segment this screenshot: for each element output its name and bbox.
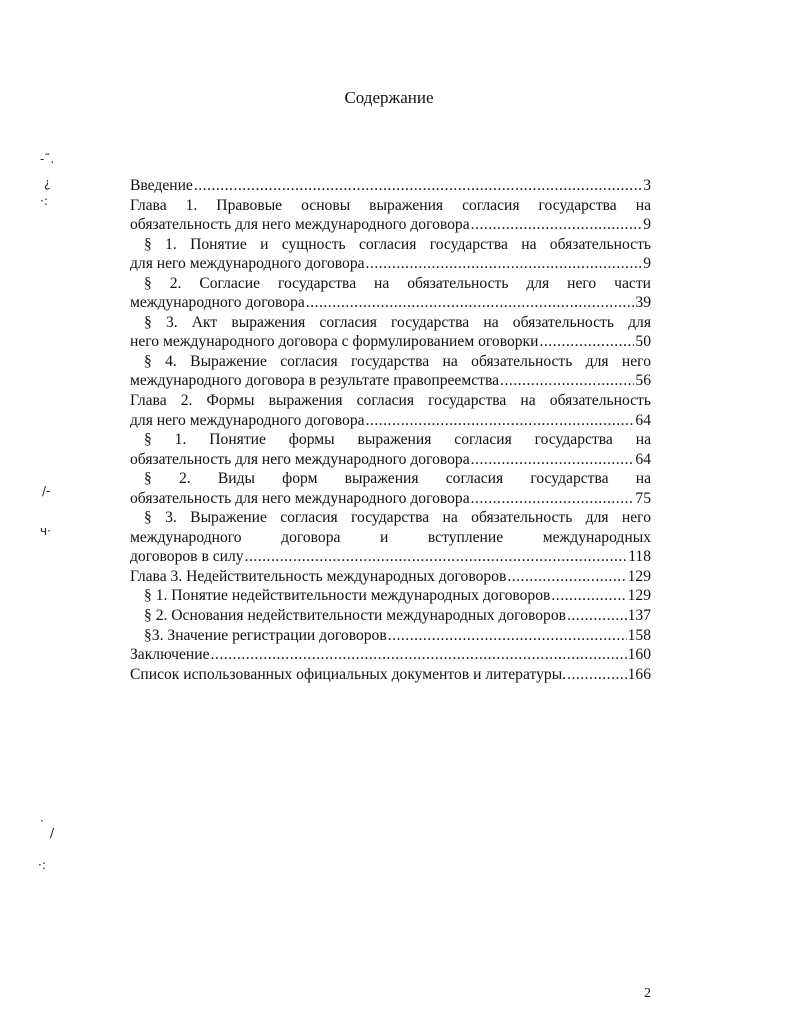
toc-entry-text: обязательность для него международного договора bbox=[130, 489, 470, 507]
page-title: Содержание bbox=[344, 88, 434, 107]
scan-speck: ч· bbox=[40, 524, 51, 538]
toc-entry-line bbox=[130, 430, 651, 450]
toc-entry-line bbox=[130, 508, 651, 528]
scan-speck: / bbox=[50, 826, 55, 840]
scan-speck: · bbox=[40, 814, 44, 828]
toc-page-number: 137 bbox=[627, 607, 651, 625]
toc-dot-leader bbox=[551, 586, 626, 606]
toc-entry bbox=[130, 411, 651, 431]
toc-entry-text: международного договора bbox=[130, 294, 305, 312]
toc-dot-leader bbox=[366, 411, 635, 431]
toc-page-number: 3 bbox=[643, 177, 651, 194]
toc-entry bbox=[130, 567, 651, 587]
toc-entry-line bbox=[130, 391, 651, 411]
toc-page-number: 64 bbox=[635, 411, 651, 429]
toc-dot-leader bbox=[194, 176, 642, 196]
toc-entry bbox=[130, 332, 651, 352]
toc-entry-text: § 3. Акт выражения согласия государства на обязательность для bbox=[144, 313, 651, 331]
toc-entry-text: для него международного договора bbox=[130, 411, 365, 429]
toc-entry bbox=[130, 626, 651, 646]
toc-page-number: 39 bbox=[635, 294, 651, 312]
toc-dot-leader bbox=[471, 450, 635, 470]
toc-dot-leader bbox=[245, 547, 628, 567]
toc-entry-text: Глава 2. Формы выражения согласия государства на обязательность bbox=[130, 392, 651, 410]
toc-entry bbox=[130, 215, 651, 235]
toc-page-number: 166 bbox=[627, 665, 651, 683]
table-of-contents bbox=[130, 176, 651, 684]
toc-entry-text: обязательность для него международного договора bbox=[130, 216, 470, 234]
toc-entry-text: международного договора и вступление международных bbox=[130, 528, 651, 546]
toc-entry-text: § 1. Понятие и сущность согласия государства на обязательность bbox=[144, 235, 651, 253]
toc-entry bbox=[130, 606, 651, 626]
toc-dot-leader bbox=[567, 606, 627, 626]
toc-entry-text: Глава 1. Правовые основы выражения согласия государства на bbox=[130, 196, 651, 214]
toc-dot-leader bbox=[471, 215, 643, 235]
toc-dot-leader bbox=[507, 567, 626, 587]
toc-entry-line bbox=[130, 196, 651, 216]
toc-page-number: 118 bbox=[628, 548, 651, 566]
toc-dot-leader bbox=[471, 489, 635, 509]
toc-page-number: 9 bbox=[643, 216, 651, 234]
toc-entry-text: § 2. Согласие государства на обязательность для него части bbox=[144, 274, 651, 292]
toc-entry bbox=[130, 645, 651, 665]
scan-speck: ·: bbox=[38, 858, 46, 872]
toc-entry-text: § 4. Выражение согласия государства на обязательность для него bbox=[144, 352, 651, 370]
scan-speck: -˜. bbox=[40, 152, 55, 166]
toc-entry bbox=[130, 371, 651, 391]
toc-page-number: 129 bbox=[627, 587, 651, 605]
toc-entry-text: § 2. Основания недействительности международных договоров bbox=[144, 607, 566, 625]
toc-entry-text: Список использованных официальных документов и литературы. bbox=[130, 665, 567, 683]
toc-entry-text: § 1. Понятие недействительности международных договоров bbox=[144, 587, 551, 605]
toc-page-number: 75 bbox=[635, 489, 651, 507]
toc-dot-leader bbox=[500, 371, 634, 391]
toc-entry bbox=[130, 254, 651, 274]
toc-entry bbox=[130, 547, 651, 567]
toc-page-number: 158 bbox=[627, 626, 651, 644]
toc-entry-text: § 3. Выражение согласия государства на обязательность для него bbox=[144, 509, 651, 527]
toc-entry-text: него международного договора с формулированием оговорки bbox=[130, 333, 539, 351]
toc-entry-text: международного договора в результате правопреемства bbox=[130, 372, 500, 390]
toc-page-number: 64 bbox=[635, 450, 651, 468]
scan-speck: ·: bbox=[40, 194, 48, 208]
toc-page-number: 160 bbox=[627, 646, 651, 664]
toc-entry-text: Глава 3. Недействительность международных договоров bbox=[130, 567, 507, 585]
toc-entry-text: договоров в силу bbox=[130, 548, 244, 566]
page-number: 2 bbox=[644, 986, 651, 1001]
toc-entry-text: § 2. Виды форм выражения согласия государства на bbox=[144, 470, 651, 488]
toc-page-number: 50 bbox=[635, 333, 651, 351]
toc-entry-text: Введение bbox=[130, 177, 193, 194]
toc-entry-text: § 1. Понятие формы выражения согласия государства на bbox=[144, 431, 651, 449]
toc-entry-line bbox=[130, 235, 651, 255]
toc-page-number: 129 bbox=[627, 567, 651, 585]
toc-dot-leader bbox=[539, 332, 634, 352]
scan-speck: ¿ bbox=[44, 176, 51, 190]
toc-dot-leader bbox=[567, 665, 627, 685]
toc-entry-text: Заключение bbox=[130, 646, 210, 664]
toc-dot-leader bbox=[366, 254, 643, 274]
toc-entry-text: §3. Значение регистрации договоров bbox=[144, 626, 387, 644]
toc-entry bbox=[130, 176, 651, 196]
toc-dot-leader bbox=[306, 293, 635, 313]
toc-entry bbox=[130, 665, 651, 685]
toc-entry bbox=[130, 293, 651, 313]
scan-speck: /- bbox=[42, 484, 51, 498]
toc-entry bbox=[130, 586, 651, 606]
toc-entry-text: для него международного договора bbox=[130, 255, 365, 273]
toc-dot-leader bbox=[388, 626, 627, 646]
toc-entry-line bbox=[130, 352, 651, 372]
toc-entry-line bbox=[130, 274, 651, 294]
toc-dot-leader bbox=[211, 645, 627, 665]
toc-entry-line bbox=[130, 469, 651, 489]
toc-page-number: 56 bbox=[635, 372, 651, 390]
toc-entry-line bbox=[130, 313, 651, 333]
toc-entry bbox=[130, 450, 651, 470]
toc-entry bbox=[130, 489, 651, 509]
toc-page-number: 9 bbox=[643, 255, 651, 273]
toc-entry-line bbox=[130, 528, 651, 548]
toc-entry-text: обязательность для него международного договора bbox=[130, 450, 470, 468]
